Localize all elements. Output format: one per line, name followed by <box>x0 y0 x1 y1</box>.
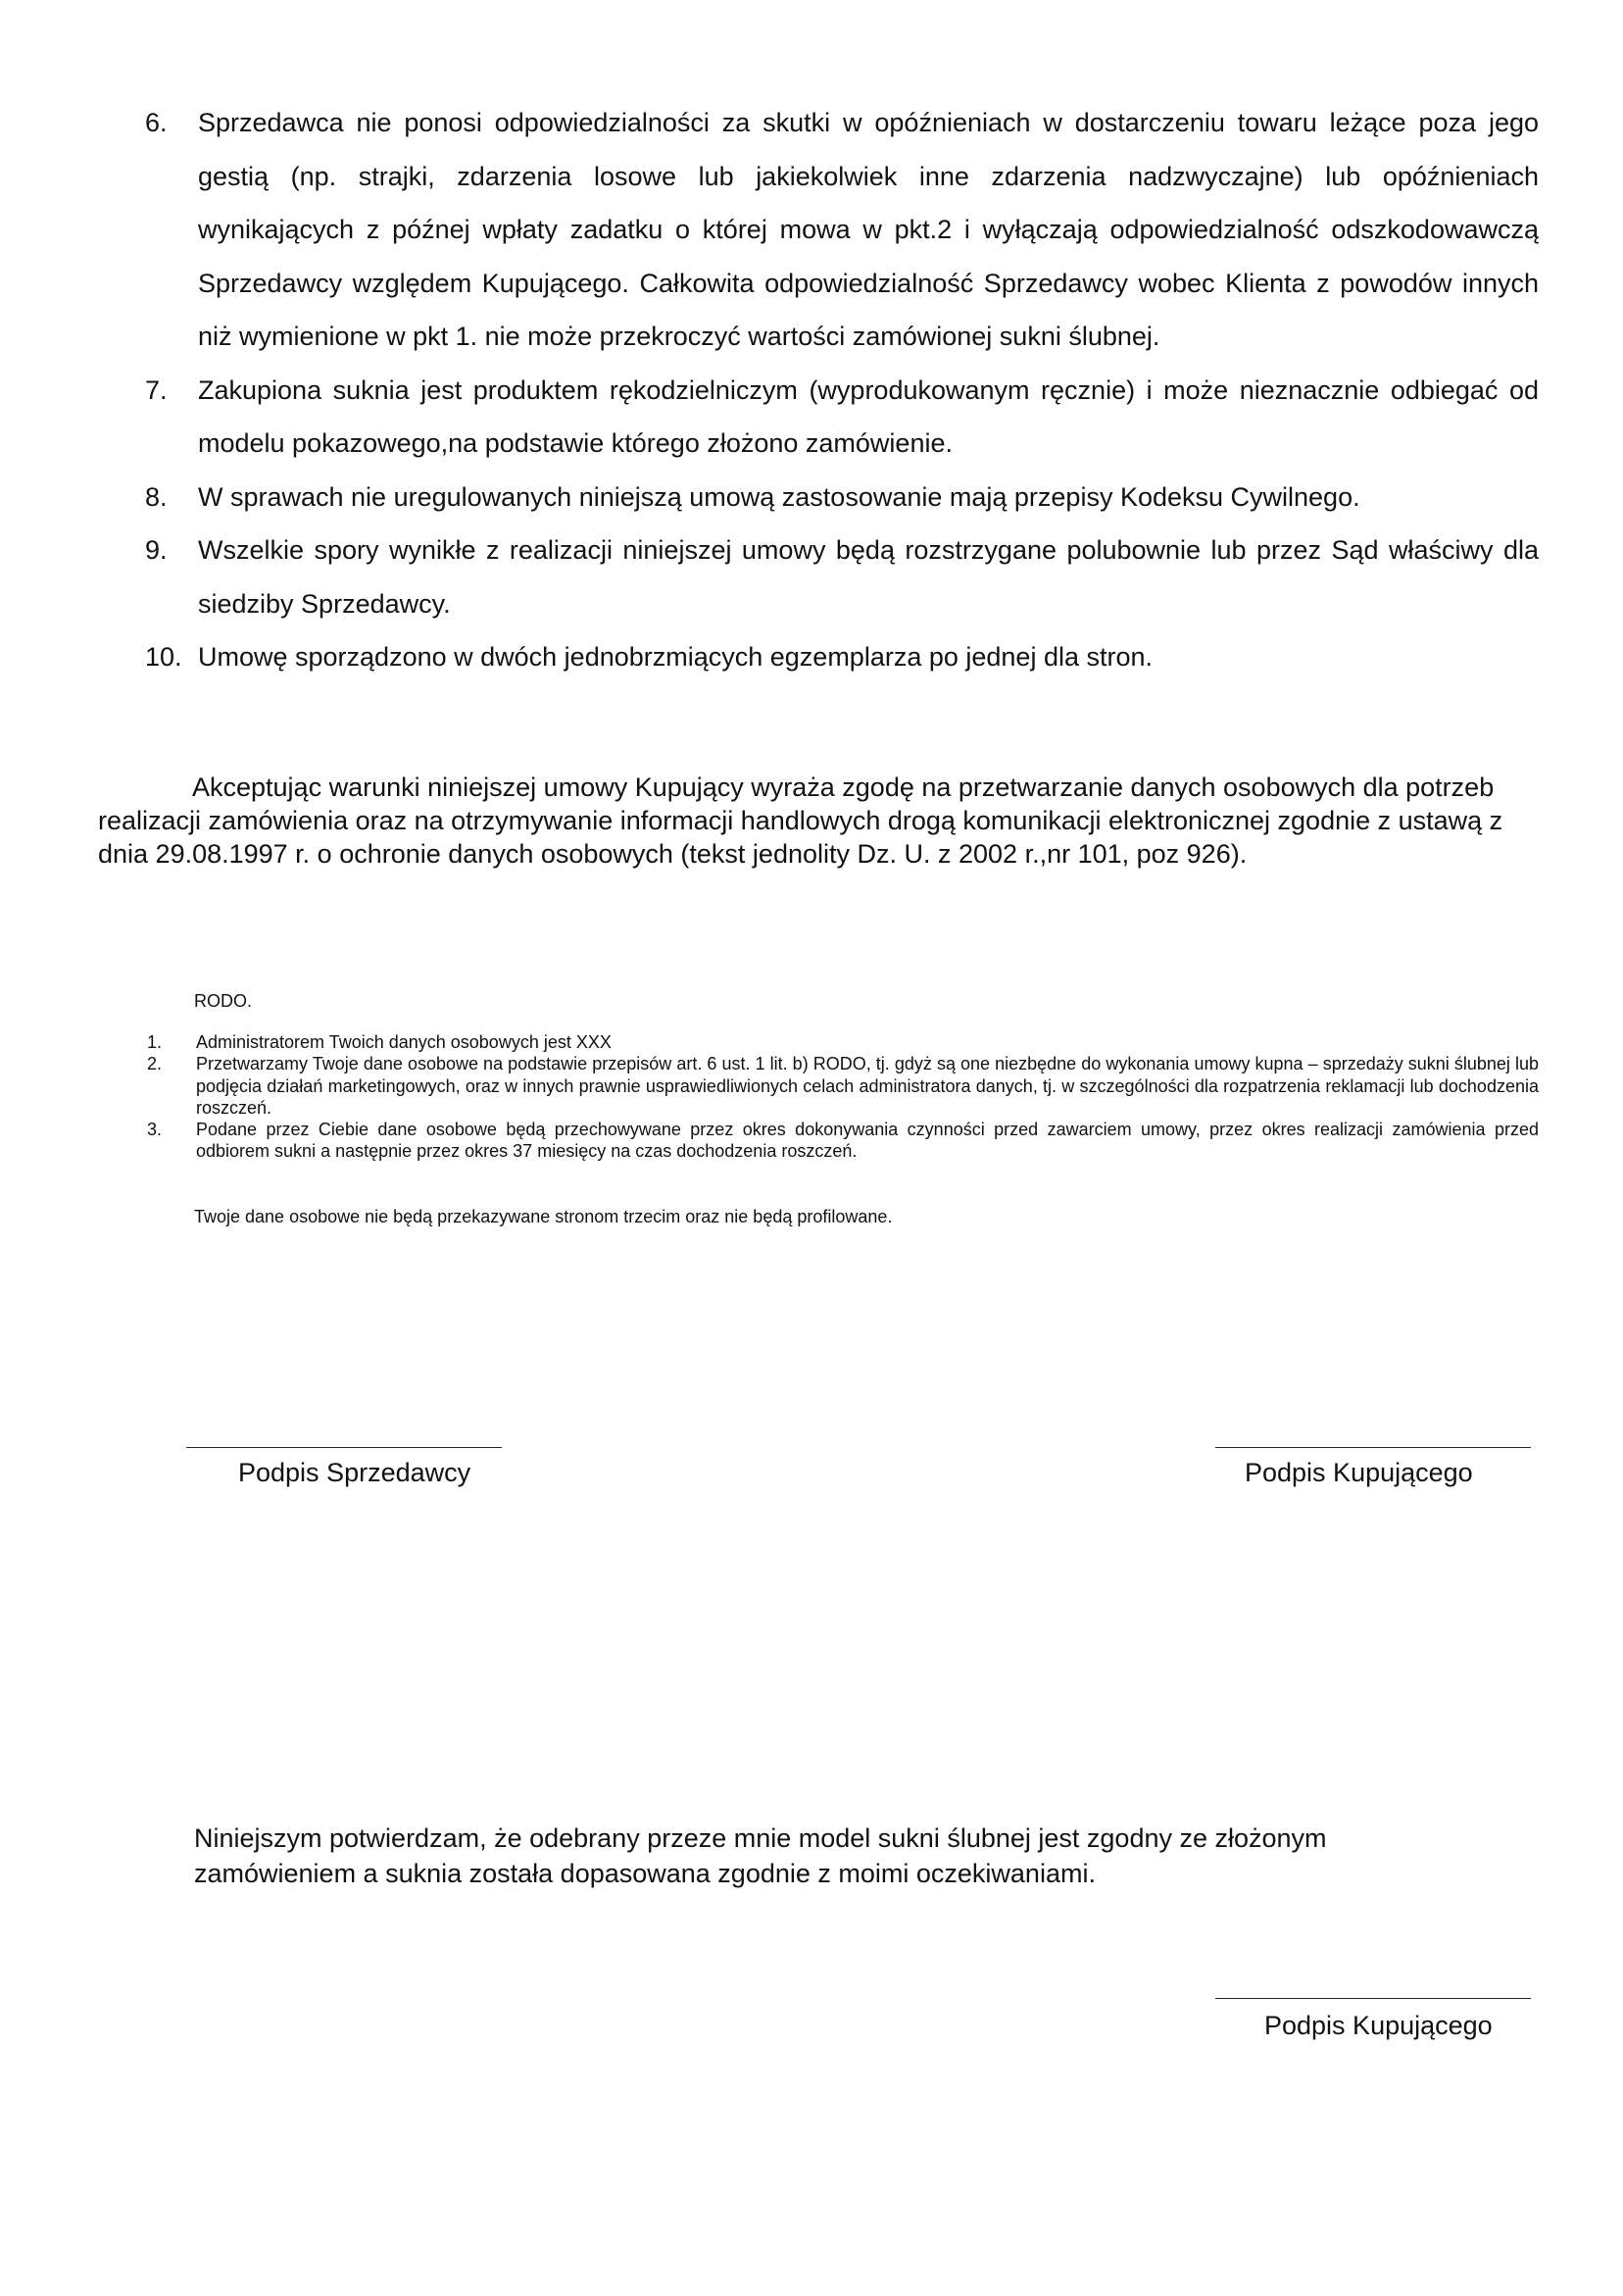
buyer-signature-label: Podpis Kupującego <box>1245 1458 1473 1487</box>
rodo-item <box>147 1031 1539 1053</box>
rodo-item <box>147 1119 1539 1163</box>
rodo-item-number: 2. <box>147 1054 163 1074</box>
clause-text: Umowę sporządzono w dwóch jednobrzmiących egzemplarza po jednej dla stron. <box>198 642 1154 672</box>
clause-number: 6. <box>145 108 168 137</box>
clause-text: Sprzedawca nie ponosi odpowiedzialności za skutki w opóźnieniach w dostarczeniu towaru leżące poza jego gestią (np. strajki, zdarzenia losowe lub jakiekolwiek inne zdarzenia nadzwyczajne) lub opóźnieniach wynikających z późnej wpłaty zadatku o której mowa w pkt.2 i wyłączają odpowiedzialność odszkodowawczą Sprzedawcy względem Kupującego. Całkowita odpowiedzialność Sprzedawcy wobec Klienta z powodów innych niż wymienione w pkt 1. nie może przekroczyć wartości zamówionej sukni ślubnej. <box>198 108 1539 351</box>
clause-item <box>145 364 1539 471</box>
seller-signature-line <box>186 1447 502 1448</box>
clause-number: 9. <box>145 535 168 565</box>
buyer-confirmation-signature-label: Podpis Kupującego <box>1264 2011 1493 2040</box>
clause-number: 10. <box>145 642 182 672</box>
rodo-heading: RODO. <box>194 991 253 1011</box>
clause-text: W sprawach nie uregulowanych niniejszą umową zastosowanie mają przepisy Kodeksu Cywilnego. <box>198 481 1360 512</box>
buyer-signature-line <box>1215 1447 1531 1448</box>
rodo-item-text: Administratorem Twoich danych osobowych jest XXX <box>196 1032 612 1052</box>
buyer-confirmation-signature-line <box>1215 1998 1531 1999</box>
clause-text: Zakupiona suknia jest produktem rękodzielniczym (wyprodukowanym ręcznie) i może nieznacznie odbiegać od modelu pokazowego,na podstawie którego złożono zamówienie. <box>198 374 1539 458</box>
clause-item <box>145 524 1539 630</box>
clause-item <box>145 630 1539 684</box>
seller-signature-label: Podpis Sprzedawcy <box>238 1458 471 1487</box>
rodo-item <box>147 1053 1539 1119</box>
clause-text: Wszelkie spory wynikłe z realizacji niniejszej umowy będą rozstrzygane polubownie lub przez Sąd właściwy dla siedziby Sprzedawcy. <box>198 535 1539 619</box>
clause-item <box>145 471 1539 524</box>
rodo-item-number: 1. <box>147 1032 163 1052</box>
rodo-item-text: Podane przez Ciebie dane osobowe będą przechowywane przez okres dokonywania czynności przed zawarciem umowy, przez okres realizacji zamówienia przed odbiorem sukni a następnie przez okres 37 miesięcy na czas dochodzenia roszczeń. <box>196 1120 1539 1162</box>
rodo-list <box>147 1031 1539 1163</box>
consent-paragraph: Akceptując warunki niniejszej umowy Kupujący wyraża zgodę na przetwarzanie danych osobowych dla potrzeb realizacji zamówienia oraz na otrzymywanie informacji handlowych drogą komunikacji elektronicznej zgodnie z ustawą z dnia 29.08.1997 r. o ochronie danych osobowych (tekst jednolity Dz. U. z 2002 r.,nr 101, poz 926). <box>98 773 1503 869</box>
receipt-confirmation: Niniejszym potwierdzam, że odebrany przeze mnie model sukni ślubnej jest zgodny ze złożonym zamówieniem a suknia została dopasowana zgodnie z moimi oczekiwaniami. <box>194 1823 1327 1888</box>
rodo-note: Twoje dane osobowe nie będą przekazywane stronom trzecim oraz nie będą profilowane. <box>194 1207 893 1226</box>
rodo-item-text: Przetwarzamy Twoje dane osobowe na podstawie przepisów art. 6 ust. 1 lit. b) RODO, tj. gdyż są one niezbędne do wykonania umowy kupna – sprzedaży sukni ślubnej lub podjęcia działań marketingowych, oraz w innych prawnie usprawiedliwionych celach administratora danych, tj. w szczególności dla rozpatrzenia reklamacji lub dochodzenia roszczeń. <box>196 1054 1539 1118</box>
clause-number: 8. <box>145 481 168 512</box>
clause-item <box>145 96 1539 364</box>
contract-clauses-list <box>145 96 1539 684</box>
clause-number: 7. <box>145 374 168 405</box>
rodo-item-number: 3. <box>147 1120 163 1140</box>
